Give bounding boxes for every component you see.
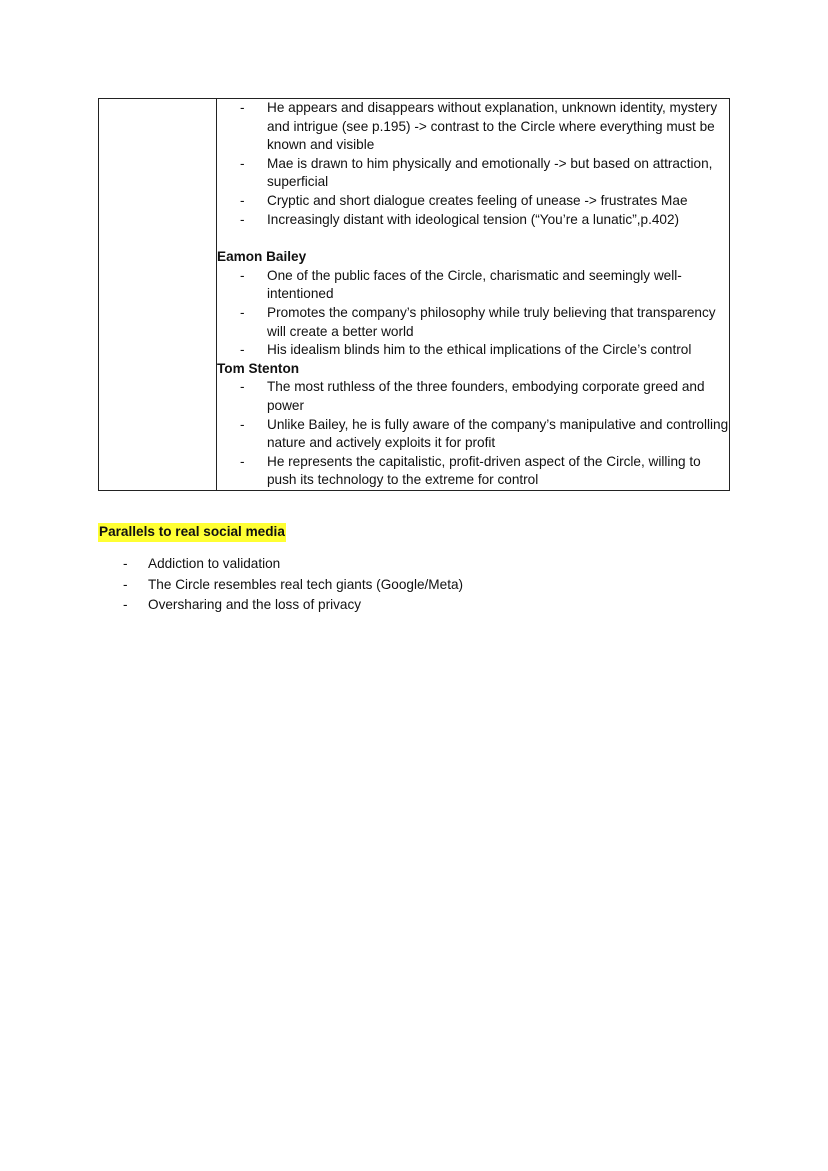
dash-bullet: - [240, 267, 245, 283]
character-heading-bailey: Eamon Bailey [217, 249, 307, 265]
list-item [98, 595, 698, 616]
list-item-text: He represents the capitalistic, profit-driven aspect of the Circle, willing to push its technology to the extreme for control [267, 453, 701, 488]
dash-bullet: - [240, 211, 245, 227]
list-item [217, 211, 729, 230]
table-row [99, 99, 730, 491]
character-notes-table [98, 98, 730, 491]
list-item-text: Oversharing and the loss of privacy [148, 597, 362, 612]
bailey-notes-list [217, 267, 729, 360]
character-name-cell [99, 99, 217, 491]
list-item [217, 378, 729, 415]
list-item [217, 341, 729, 360]
list-item [98, 575, 698, 596]
dash-bullet: - [123, 576, 128, 592]
parallels-list [98, 554, 698, 616]
list-item [217, 416, 729, 453]
list-item-text: The most ruthless of the three founders, embodying corporate greed and power [267, 379, 705, 413]
dash-bullet: - [240, 100, 245, 115]
character-notes-cell [217, 99, 730, 491]
dash-bullet: - [240, 379, 245, 395]
list-item-text: His idealism blinds him to the ethical implications of the Circle’s control [267, 342, 692, 358]
list-item-text: Cryptic and short dialogue creates feeling of unease -> frustrates Mae [267, 192, 688, 208]
list-item-text: Promotes the company’s philosophy while truly believing that transparency will create a better world [267, 304, 716, 339]
list-item-text: Increasingly distant with ideological tension (“You’re a lunatic”,p.402) [267, 211, 680, 227]
dash-bullet: - [240, 416, 245, 432]
list-item-text: Mae is drawn to him physically and emotionally -> but based on attraction, superficial [267, 155, 713, 190]
list-item [217, 304, 729, 341]
list-item [217, 99, 729, 155]
list-item-text: Addiction to validation [148, 556, 281, 571]
spacer [217, 229, 729, 248]
dash-bullet: - [240, 192, 245, 208]
list-item-text: He appears and disappears without explanation, unknown identity, mystery and intrigue (see p.195) -> contrast to the Circle where everything must be known and visible [267, 100, 718, 153]
dash-bullet: - [240, 453, 245, 469]
dash-bullet: - [123, 556, 128, 571]
list-item [98, 554, 698, 575]
list-item [217, 453, 729, 490]
mystery-character-list [217, 99, 729, 229]
section-heading-parallels: Parallels to real social media [98, 523, 286, 542]
dash-bullet: - [240, 342, 245, 358]
list-item-text: The Circle resembles real tech giants (Google/Meta) [148, 576, 464, 592]
list-item [217, 155, 729, 192]
dash-bullet: - [240, 155, 245, 171]
character-heading-stenton: Tom Stenton [217, 360, 300, 376]
list-item [217, 192, 729, 211]
dash-bullet: - [123, 597, 128, 612]
list-item [217, 267, 729, 304]
list-item-text: One of the public faces of the Circle, charismatic and seemingly well-intentioned [267, 267, 682, 302]
stenton-notes-list [217, 378, 729, 490]
list-item-text: Unlike Bailey, he is fully aware of the company’s manipulative and controlling nature and actively exploits it for profit [267, 416, 729, 451]
dash-bullet: - [240, 304, 245, 320]
